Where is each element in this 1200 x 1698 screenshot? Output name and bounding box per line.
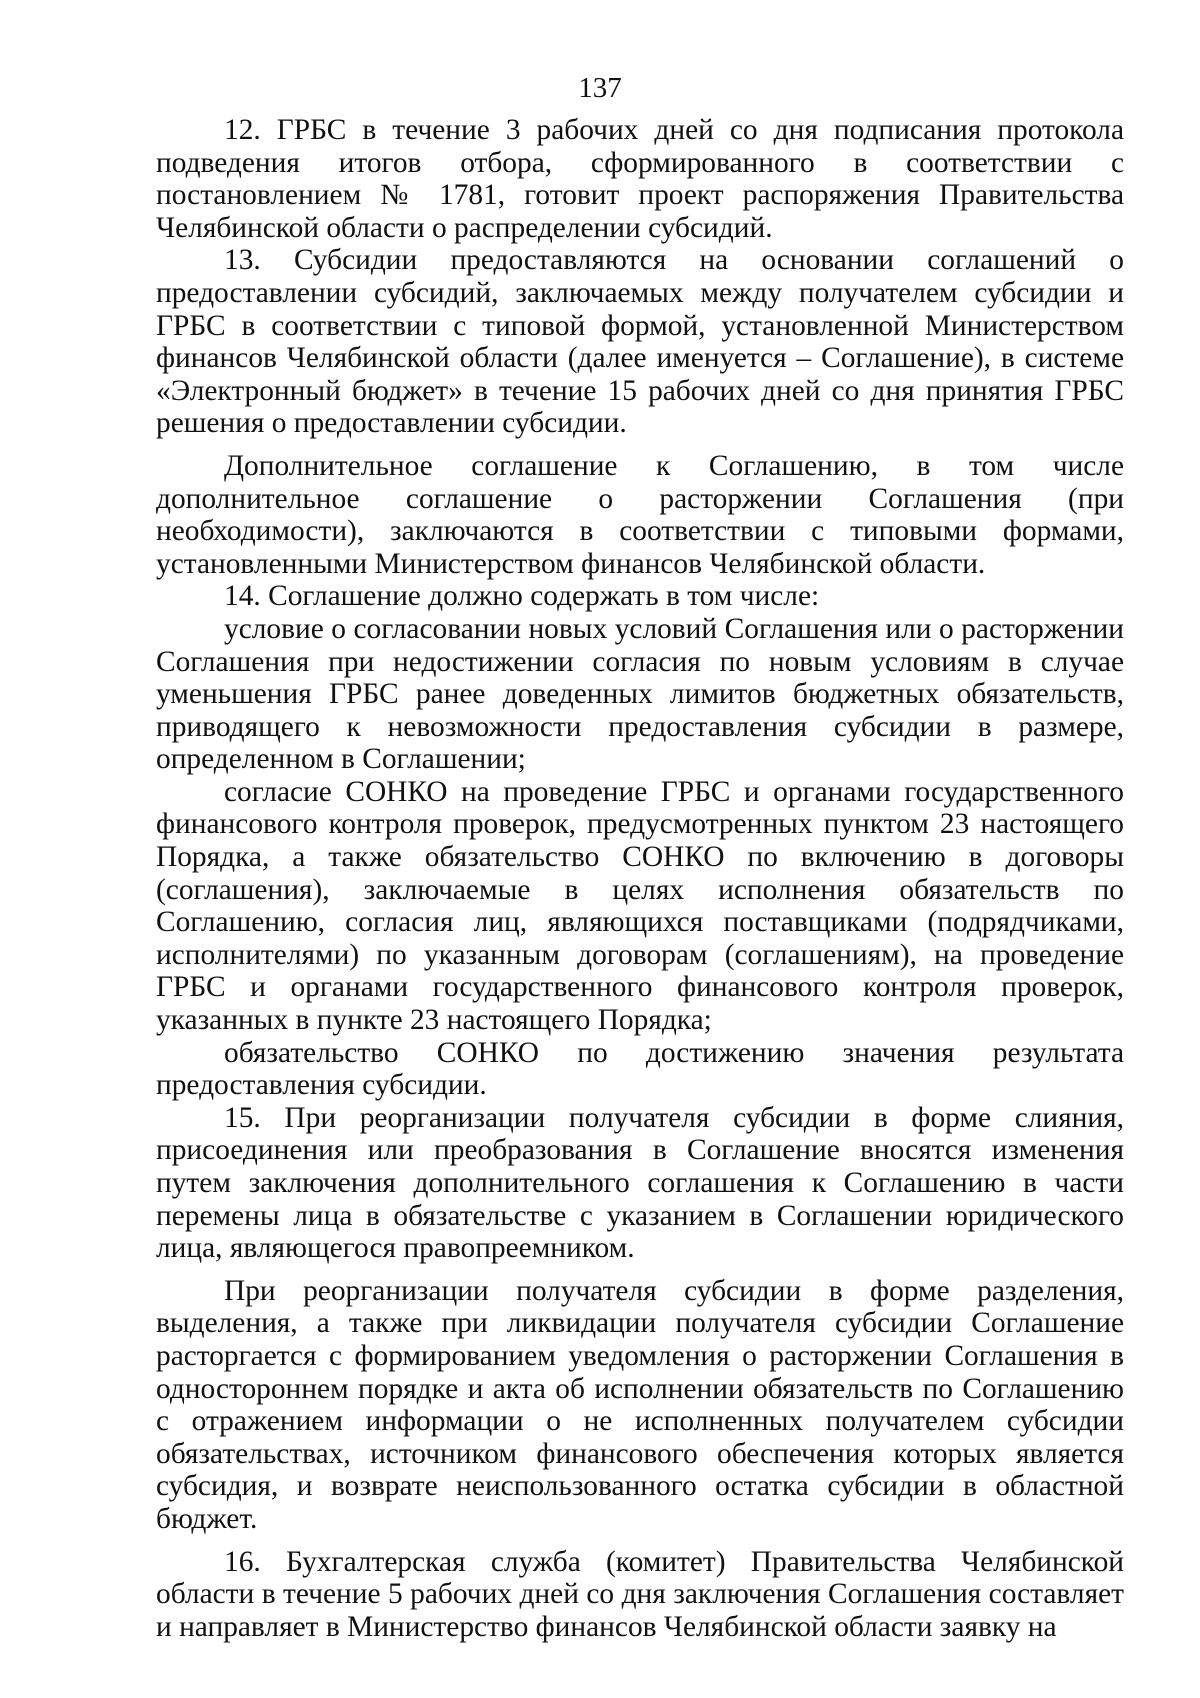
page-number: 137	[578, 72, 622, 104]
paragraph-additional-agreement: Дополнительное соглашение к Соглашению, в том числе дополнительное соглашение о расторжении Соглашения (при необходимости), заключаются в соответствии с типовыми формами, установленными Министерством финансов Челябинской области.	[156, 449, 1124, 580]
paragraph-14-condition: условие о согласовании новых условий Соглашения или о расторжении Соглашения при недостижении согласия по новым условиям в случае уменьшения ГРБС ранее доведенных лимитов бюджетных обязательств, приводящего к невозможности предоставления субсидии в размере, определенном в Соглашении;	[156, 612, 1124, 776]
document-body	[156, 114, 1124, 1643]
paragraph-13: 13. Субсидии предоставляются на основании соглашений о предоставлении субсидий, заключаемых между получателем субсидии и ГРБС в соответствии с типовой формой, установленной Министерством финансов Челябинской области (далее именуется – Соглашение), в системе «Электронный бюджет» в течение 15 рабочих дней со дня принятия ГРБС решения о предоставлении субсидии.	[156, 244, 1124, 440]
paragraph-16: 16. Бухгалтерская служба (комитет) Правительства Челябинской области в течение 5 рабочих дней со дня заключения Соглашения составляет и направляет в Министерство финансов Челябинской области заявку на	[156, 1545, 1124, 1643]
paragraph-15-liquidation: При реорганизации получателя субсидии в форме разделения, выделения, а также при ликвидации получателя субсидии Соглашение расторгается с формированием уведомления о расторжении Соглашения в одностороннем порядке и акта об исполнении обязательств по Соглашению с отражением информации о не исполненных получателем субсидии обязательствах, источником финансового обеспечения которых является субсидия, и возврате неиспользованного остатка субсидии в областной бюджет.	[156, 1274, 1124, 1535]
paragraph-15: 15. При реорганизации получателя субсидии в форме слияния, присоединения или преобразования в Соглашение вносятся изменения путем заключения дополнительного соглашения к Соглашению в части перемены лица в обязательстве с указанием в Соглашении юридического лица, являющегося правопреемником.	[156, 1101, 1124, 1265]
paragraph-12: 12. ГРБС в течение 3 рабочих дней со дня подписания протокола подведения итогов отбора, сформированного в соответствии с постановлением № 1781, готовит проект распоряжения Правительства Челябинской области о распределении субсидий.	[156, 114, 1124, 244]
paragraph-14: 14. Соглашение должно содержать в том числе:	[224, 580, 820, 613]
paragraph-14-obligation: обязательство СОНКО по достижению значения результата предоставления субсидии.	[156, 1036, 1124, 1102]
paragraph-14-consent: согласие СОНКО на проведение ГРБС и органами государственного финансового контроля проверок, предусмотренных пунктом 23 настоящего Порядка, а также обязательство СОНКО по включению в договоры (соглашения), заключаемые в целях исполнения обязательств по Соглашению, согласия лиц, являющихся поставщиками (подрядчиками, исполнителями) по указанным договорам (соглашениям), на проведение ГРБС и органами государственного финансового контроля проверок, указанных в пункте 23 настоящего Порядка;	[156, 775, 1124, 1037]
